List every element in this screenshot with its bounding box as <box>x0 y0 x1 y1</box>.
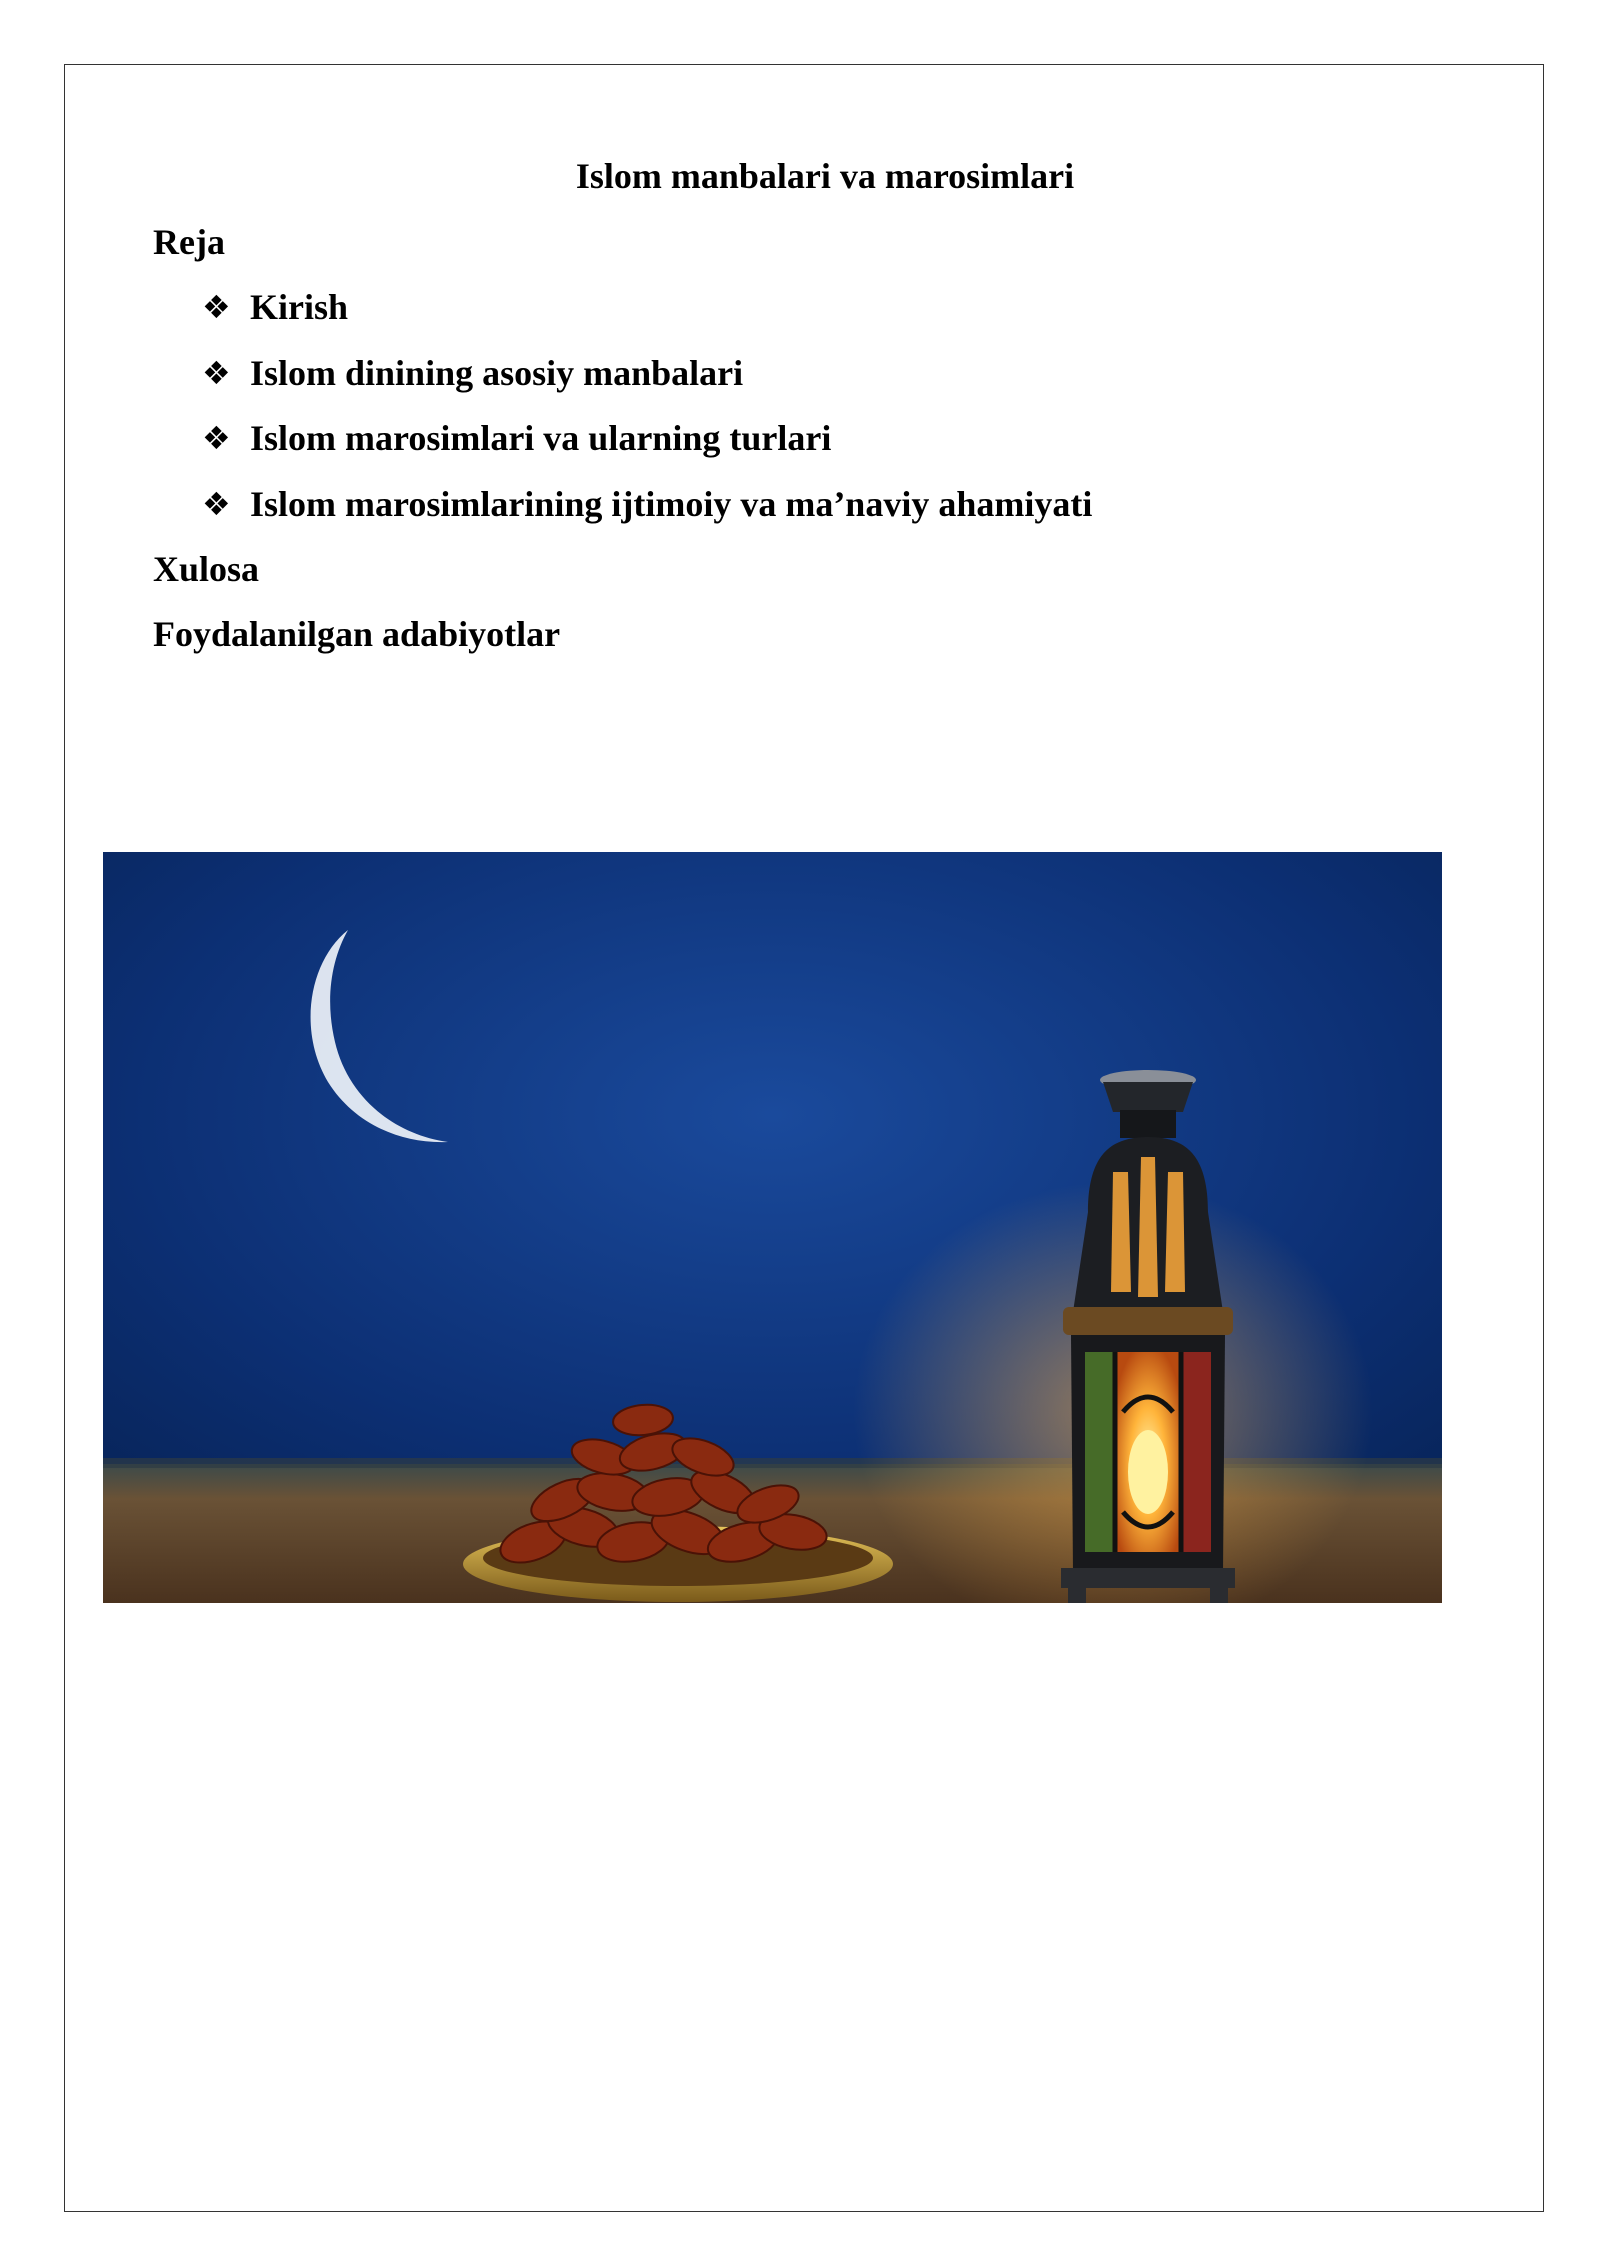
plan-list <box>202 283 1092 545</box>
plan-item <box>202 283 1092 349</box>
diamond-bullet-icon: ❖ <box>202 419 231 457</box>
diamond-bullet-icon: ❖ <box>202 353 231 392</box>
plan-item <box>202 480 1092 546</box>
references-heading: Foydalanilgan adabiyotlar <box>153 614 561 654</box>
plan-item-label: Kirish <box>250 287 349 327</box>
plan-item-label: Islom marosimlari va ularning turlari <box>250 418 832 458</box>
plan-item-label: Islom marosimlarining ijtimoiy va ma’naviy ahamiyati <box>250 483 1093 524</box>
ramadan-illustration <box>103 852 1442 1603</box>
conclusion-heading: Xulosa <box>153 549 260 589</box>
plan-item <box>202 349 1092 415</box>
plan-item-label: Islom dinining asosiy manbalari <box>250 352 744 393</box>
diamond-bullet-icon: ❖ <box>202 484 231 523</box>
document-title: Islom manbalari va marosimlari <box>575 156 1075 196</box>
plan-heading: Reja <box>153 222 225 262</box>
plan-item <box>202 414 1092 480</box>
diamond-bullet-icon: ❖ <box>202 288 231 326</box>
